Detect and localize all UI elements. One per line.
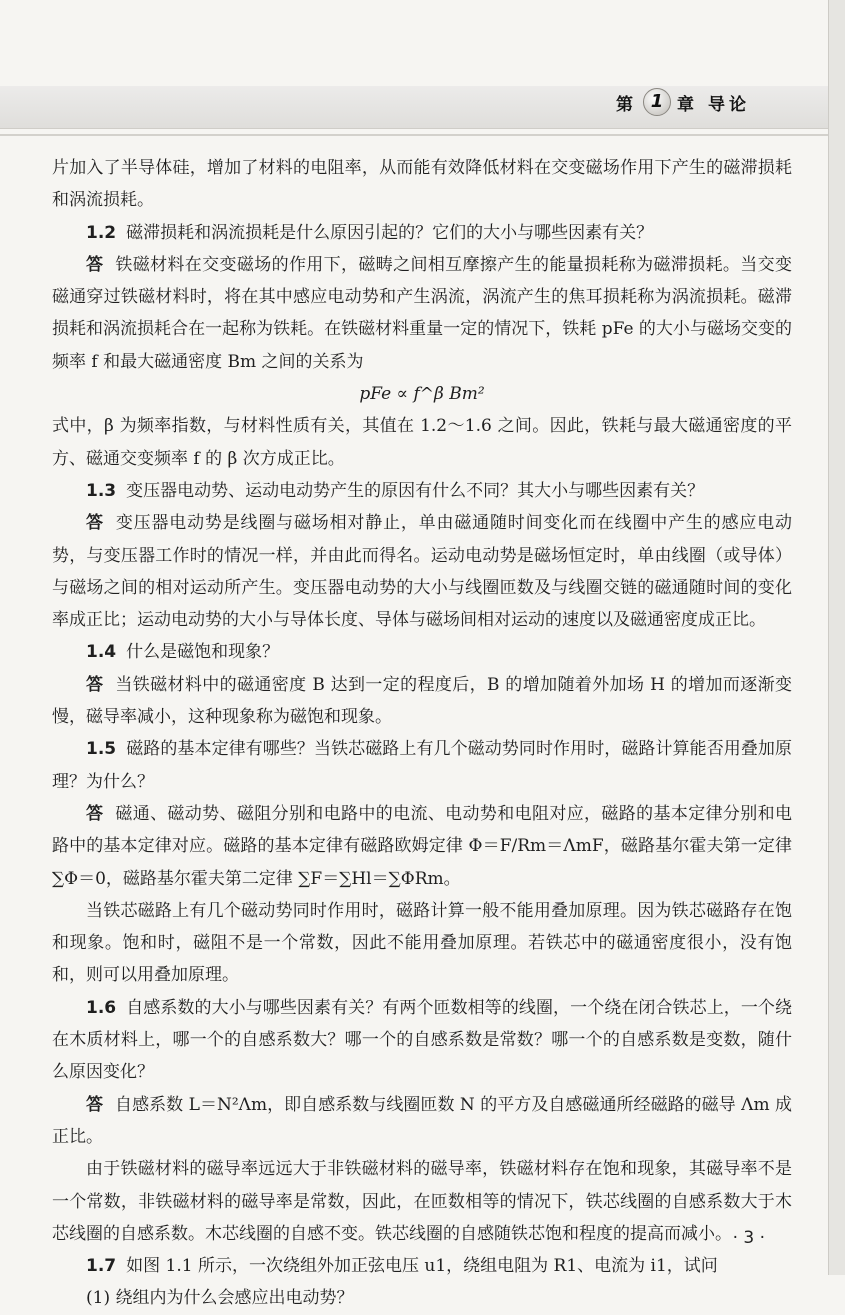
question-number: 1.3: [86, 480, 117, 501]
answer-paragraph: [52, 249, 792, 378]
chapter-prefix: 第: [616, 94, 637, 115]
header-rule: [0, 134, 845, 136]
question-paragraph: [52, 475, 792, 507]
chapter-label: [616, 88, 750, 116]
question-text: 什么是磁饱和现象？: [126, 642, 280, 663]
question-paragraph: [52, 992, 792, 1089]
answer-text: 变压器电动势是线圈与磁场相对静止，单由磁通随时间变化而在线圈中产生的感应电动势，与变压器工作时的情况一样，并由此而得名。运动电动势是磁场恒定时，单由线圈（或导体）与磁场之间的相对运动所产生。变压器电动势的大小与线圈匝数及与线圈交链的磁通随时间的变化率成正比；运动电动势的大小与导体长度、导体与磁场间相对运动的速度以及磁通密度成正比。: [52, 513, 793, 631]
chapter-suffix: 章: [677, 94, 698, 115]
answer-text: 铁磁材料在交变磁场的作用下，磁畴之间相互摩擦产生的能量损耗称为磁滞损耗。当交变磁通穿过铁磁材料时，将在其中感应电动势和产生涡流，涡流产生的焦耳损耗称为涡流损耗。磁滞损耗和涡流损耗合在一起称为铁耗。在铁磁材料重量一定的情况下，铁耗 pFe 的大小与磁场交变的频率 f 和最大磁通密度 Bm 之间的关系为: [52, 254, 792, 372]
question-paragraph: [52, 733, 792, 798]
chapter-title: 导论: [708, 94, 750, 115]
question-number: 1.2: [86, 222, 117, 243]
question-paragraph: [52, 1250, 792, 1282]
body-paragraph: 由于铁磁材料的磁导率远远大于非铁磁材料的磁导率，铁磁材料存在饱和现象，其磁导率不是一个常数，非铁磁材料的磁导率是常数，因此，在匝数相等的情况下，铁芯线圈的自感系数大于木芯线圈的自感系数。木芯线圈的自感不变。铁芯线圈的自感随铁芯饱和程度的提高而减小。: [52, 1159, 792, 1244]
body-paragraph: 当铁芯磁路上有几个磁动势同时作用时，磁路计算一般不能用叠加原理。因为铁芯磁路存在饱和现象。饱和时，磁阻不是一个常数，因此不能用叠加原理。若铁芯中的磁通密度很小，没有饱和，则可以用叠加原理。: [52, 900, 792, 986]
question-number: 1.7: [86, 1256, 117, 1277]
answer-label: 答: [86, 803, 104, 824]
question-text: 变压器电动势、运动电动势产生的原因有什么不同？其大小与哪些因素有关？: [126, 480, 705, 501]
question-number: 1.4: [86, 642, 117, 663]
answer-paragraph: [52, 1089, 792, 1154]
answer-paragraph: [52, 798, 792, 895]
answer-label: 答: [86, 513, 104, 534]
answer-label: 答: [86, 674, 104, 695]
answer-text: 自感系数 L＝N²Λm，即自感系数与线圈匝数 N 的平方及自感磁通所经磁路的磁导 Λm 成正比。: [52, 1094, 793, 1147]
body-paragraph: 式中，β 为频率指数，与材料性质有关，其值在 1.2～1.6 之间。因此，铁耗与最大磁通密度的平方、磁通交变频率 f 的 β 次方成正比。: [52, 416, 792, 469]
page-edge: [828, 0, 845, 1275]
body-paragraph: (1) 绕组内为什么会感应出电动势？: [86, 1288, 354, 1309]
question-number: 1.6: [86, 997, 117, 1018]
question-text: 磁路的基本定律有哪些？当铁芯磁路上有几个磁动势同时作用时，磁路计算能否用叠加原理？为什么？: [52, 739, 792, 792]
page-number: · 3 ·: [732, 1228, 765, 1248]
answer-label: 答: [86, 254, 104, 275]
answer-text: 当铁磁材料中的磁通密度 B 达到一定的程度后，B 的增加随着外加场 H 的增加而逐渐变慢，磁导率减小，这种现象称为磁饱和现象。: [52, 674, 793, 728]
question-number: 1.5: [86, 739, 117, 760]
formula: pFe ∝ f^β Bm²: [359, 384, 485, 405]
page-body: [52, 152, 792, 1315]
question-text: 自感系数的大小与哪些因素有关？有两个匝数相等的线圈，一个绕在闭合铁芯上，一个绕在木质材料上，哪一个的自感系数大？哪一个的自感系数是常数？哪一个的自感系数是变数，随什么原因变化？: [52, 997, 792, 1083]
question-text: 磁滞损耗和涡流损耗是什么原因引起的？它们的大小与哪些因素有关？: [126, 222, 654, 243]
chapter-number: 1: [643, 88, 671, 116]
question-text: 如图 1.1 所示，一次绕组外加正弦电压 u1，绕组电阻为 R1、电流为 i1，试问: [126, 1256, 718, 1277]
answer-text: 磁通、磁动势、磁阻分别和电路中的电流、电动势和电阻对应，磁路的基本定律分别和电路中的基本定律对应。磁路的基本定律有磁路欧姆定律 Φ＝F/Rm＝ΛmF，磁路基尔霍夫第一定律 ∑Φ＝0，磁路基尔霍夫第二定律 ∑F＝∑Hl＝∑ΦRm。: [52, 803, 792, 889]
body-paragraph: 片加入了半导体硅，增加了材料的电阻率，从而能有效降低材料在交变磁场作用下产生的磁滞损耗和涡流损耗。: [52, 158, 792, 211]
answer-paragraph: [52, 669, 792, 734]
question-paragraph: [52, 636, 792, 668]
question-paragraph: [52, 217, 792, 249]
answer-label: 答: [86, 1094, 104, 1115]
answer-paragraph: [52, 507, 792, 636]
